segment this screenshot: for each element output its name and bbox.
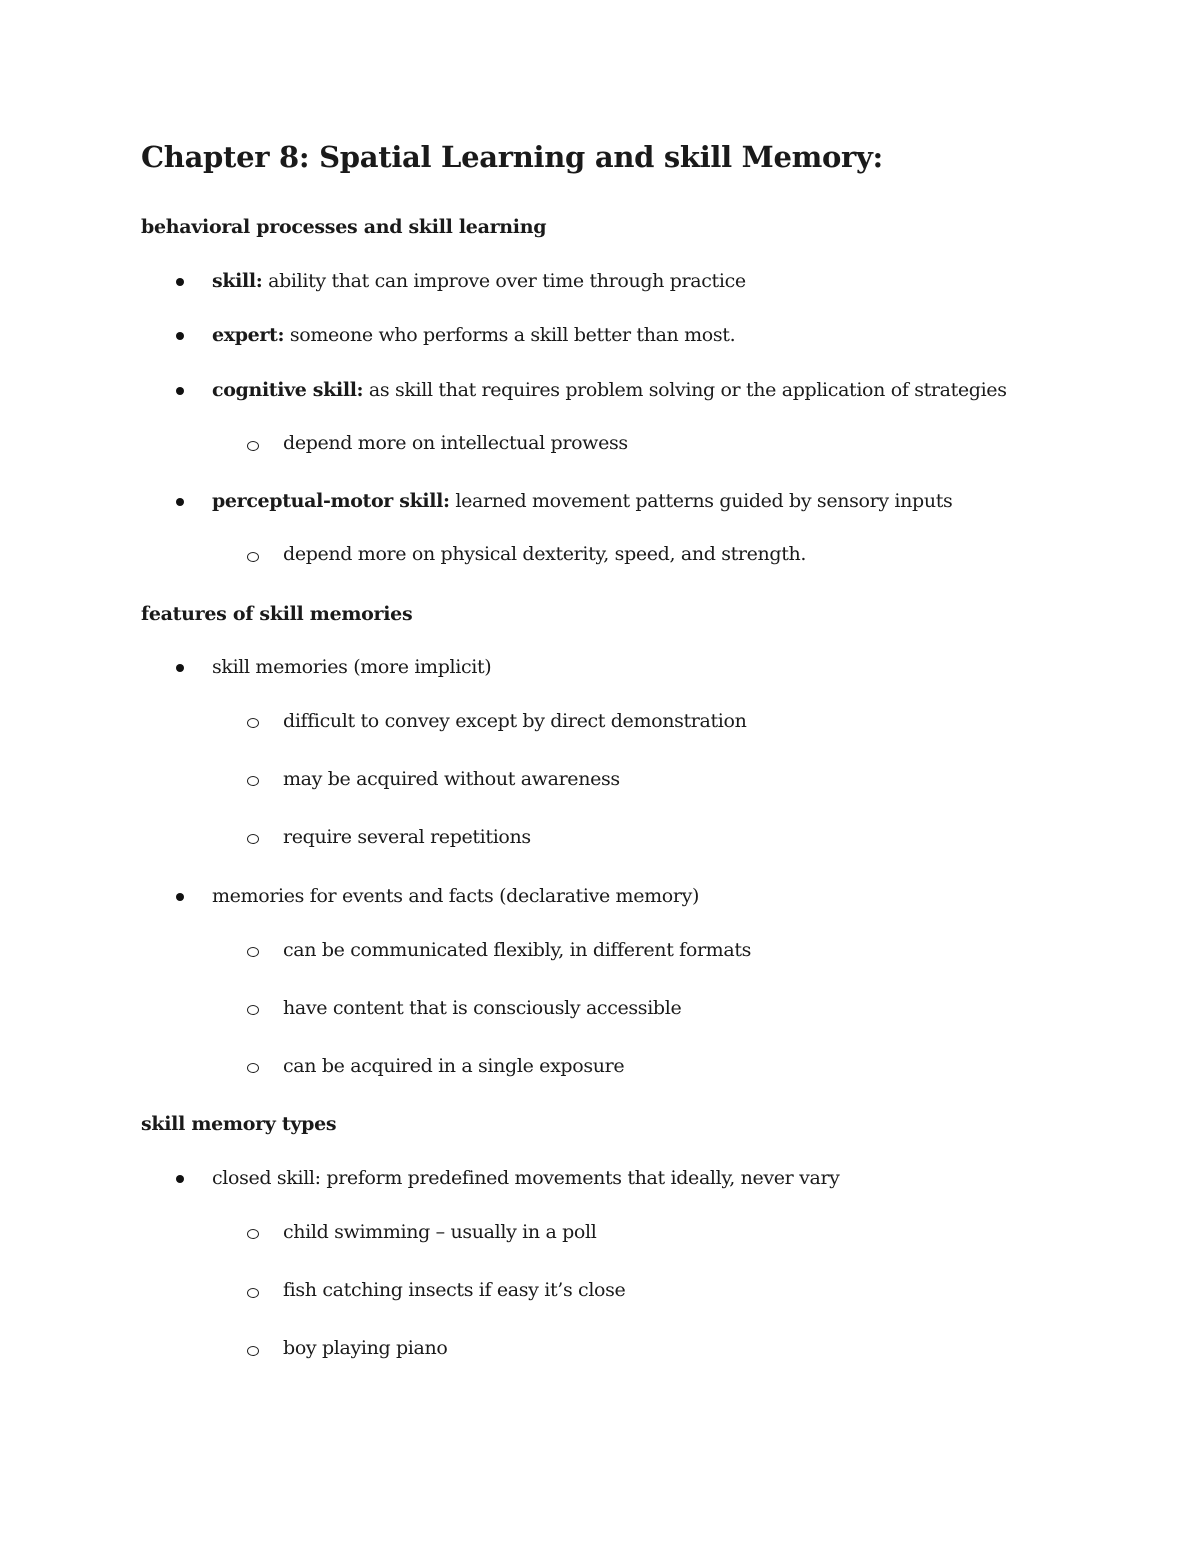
term: perceptual-motor skill: [212,490,450,512]
bullet-icon [176,1175,184,1183]
sub-list-item: child swimming – usually in a poll [283,1221,597,1243]
bullet-icon [176,278,184,286]
sub-bullet-icon [247,718,259,728]
list-item: closed skill: preform predefined movements that ideally, never vary [212,1167,840,1189]
sub-list-item: can be acquired in a single exposure [283,1055,625,1077]
sub-bullet-icon [247,1288,259,1298]
sub-list-item: may be acquired without awareness [283,768,620,790]
bullet-icon [176,332,184,340]
bullet-icon [176,387,184,395]
sub-bullet-icon [247,1005,259,1015]
sub-list-item: difficult to convey except by direct demonstration [283,710,747,732]
bullet-icon [176,664,184,672]
bullet-icon [176,893,184,901]
definition: someone who performs a skill better than most. [284,324,736,346]
sub-bullet-icon [247,947,259,957]
list-item: memories for events and facts (declarative memory) [212,885,700,907]
list-item: skill memories (more implicit) [212,656,492,678]
term: skill: [212,270,263,292]
term: cognitive skill: [212,379,364,401]
sub-list-item: depend more on intellectual prowess [283,432,628,454]
list-item [212,490,952,513]
definition: ability that can improve over time through practice [262,270,746,292]
definition: as skill that requires problem solving or the application of strategies [363,379,1007,401]
sub-list-item: have content that is consciously accessible [283,997,682,1019]
sub-bullet-icon [247,834,259,844]
sub-list-item: can be communicated flexibly, in different formats [283,939,752,961]
term: expert: [212,324,285,346]
sub-bullet-icon [247,1229,259,1239]
sub-bullet-icon [247,552,259,562]
sub-bullet-icon [247,1063,259,1073]
sub-list-item: boy playing piano [283,1337,448,1359]
sub-list-item: depend more on physical dexterity, speed, and strength. [283,543,807,565]
sub-list-item: fish catching insects if easy it’s close [283,1279,626,1301]
section-heading: features of skill memories [141,603,413,625]
sub-bullet-icon [247,1346,259,1356]
sub-bullet-icon [247,441,259,451]
definition: learned movement patterns guided by sensory inputs [449,490,953,512]
sub-bullet-icon [247,776,259,786]
section-heading: skill memory types [141,1113,337,1135]
list-item [212,324,735,347]
bullet-icon [176,498,184,506]
section-heading: behavioral processes and skill learning [141,216,547,238]
list-item [212,270,746,293]
chapter-title: Chapter 8: Spatial Learning and skill Memory: [141,140,883,174]
sub-list-item: require several repetitions [283,826,531,848]
list-item [212,379,1007,402]
